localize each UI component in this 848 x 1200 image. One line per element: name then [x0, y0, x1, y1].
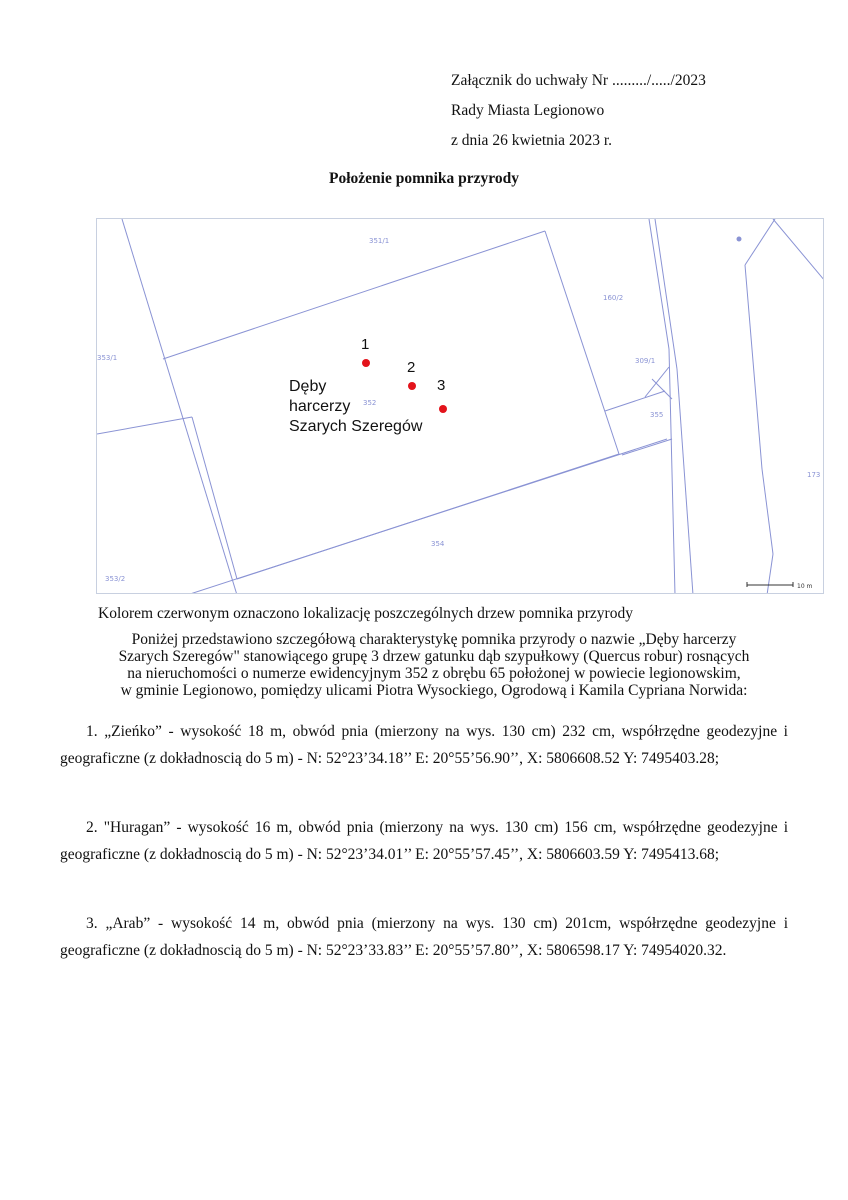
map-caption: Kolorem czerwonym oznaczono lokalizację poszczególnych drzew pomnika przyrody	[98, 605, 633, 622]
tree-marker-1	[362, 359, 370, 367]
description-line: Szarych Szeregów" stanowiącego grupę 3 drzew gatunku dąb szypułkowy (Quercus robur) rosnących	[118, 648, 750, 665]
tree-number-2: 2	[407, 359, 416, 376]
parcel-lines	[97, 219, 824, 594]
parcel-label: 351/1	[369, 237, 390, 245]
tree-entry-2	[60, 814, 788, 868]
monument-label	[289, 378, 423, 435]
parcel-label: 309/1	[635, 357, 656, 365]
parcel-label: 354	[431, 540, 445, 548]
parcel-label: 355	[650, 411, 664, 419]
parcel-label: 352	[363, 399, 377, 407]
monument-label-line-1: Dęby	[289, 378, 327, 395]
tree-number-1: 1	[361, 336, 370, 353]
scale-bar	[747, 582, 793, 587]
page-title: Położenie pomnika przyrody	[328, 170, 520, 187]
parcel-label: 353/1	[97, 354, 118, 362]
description-line: na nieruchomości o numerze ewidencyjnym 352 z obrębu 65 położonej w powiecie legionowskim,	[127, 665, 741, 682]
monument-label-line-2: harcerzy	[289, 398, 351, 415]
tree-marker-3	[439, 405, 447, 413]
tree-marker-2	[408, 382, 416, 390]
tree-entry-text: 2. "Huragan” - wysokość 16 m, obwód pnia (mierzony na wys. 130 cm) 156 cm, współrzędne geodezyjne i geograficzne (z dokładnoscią do 5 m) - N: 52°23’34.01’’ E: 20°55’57.45’’, X: 5806603.59 Y: 7495413.68;	[60, 819, 788, 863]
annex-header-line-3: z dnia 26 kwietnia 2023 r.	[451, 132, 612, 149]
tree-number-3: 3	[437, 377, 446, 394]
annex-header-line-1: Załącznik do uchwały Nr ........./...../2023	[451, 72, 706, 89]
description-line: Poniżej przedstawiono szczegółową charakterystykę pomnika przyrody o nazwie „Dęby harcerzy	[131, 631, 737, 648]
tree-entry-text: 3. „Arab” - wysokość 14 m, obwód pnia (mierzony na wys. 130 cm) 201cm, współrzędne geodezyjne i geograficzne (z dokładnoscią do 5 m) - N: 52°23’33.83’’ E: 20°55’57.80’’, X: 5806598.17 Y: 74954020.32.	[60, 915, 788, 959]
parcel-labels	[97, 237, 820, 583]
location-map	[96, 218, 824, 594]
description	[74, 631, 794, 699]
monument-label-line-3: Szarych Szeregów	[289, 418, 423, 435]
tree-marker-numbers	[361, 336, 445, 394]
parcel-label: 160/2	[603, 294, 624, 302]
tree-entry-1	[60, 718, 788, 772]
description-line: w gminie Legionowo, pomiędzy ulicami Piotra Wysockiego, Ogrodową i Kamila Cypriana Norwida:	[120, 682, 748, 699]
parcel-map-svg	[97, 219, 824, 594]
tree-entry-text: 1. „Zieńko” - wysokość 18 m, obwód pnia (mierzony na wys. 130 cm) 232 cm, współrzędne geodezyjne i geograficzne (z dokładnoscią do 5 m) - N: 52°23’34.18’’ E: 20°55’56.90’’, X: 5806608.52 Y: 7495403.28;	[60, 723, 788, 767]
survey-point-icon	[737, 237, 742, 242]
tree-entry-3	[60, 910, 788, 964]
parcel-label: 353/2	[105, 575, 126, 583]
scale-bar-label: 10 m	[797, 583, 813, 590]
annex-header-line-2: Rady Miasta Legionowo	[451, 102, 605, 119]
parcel-label: 173	[807, 471, 821, 479]
